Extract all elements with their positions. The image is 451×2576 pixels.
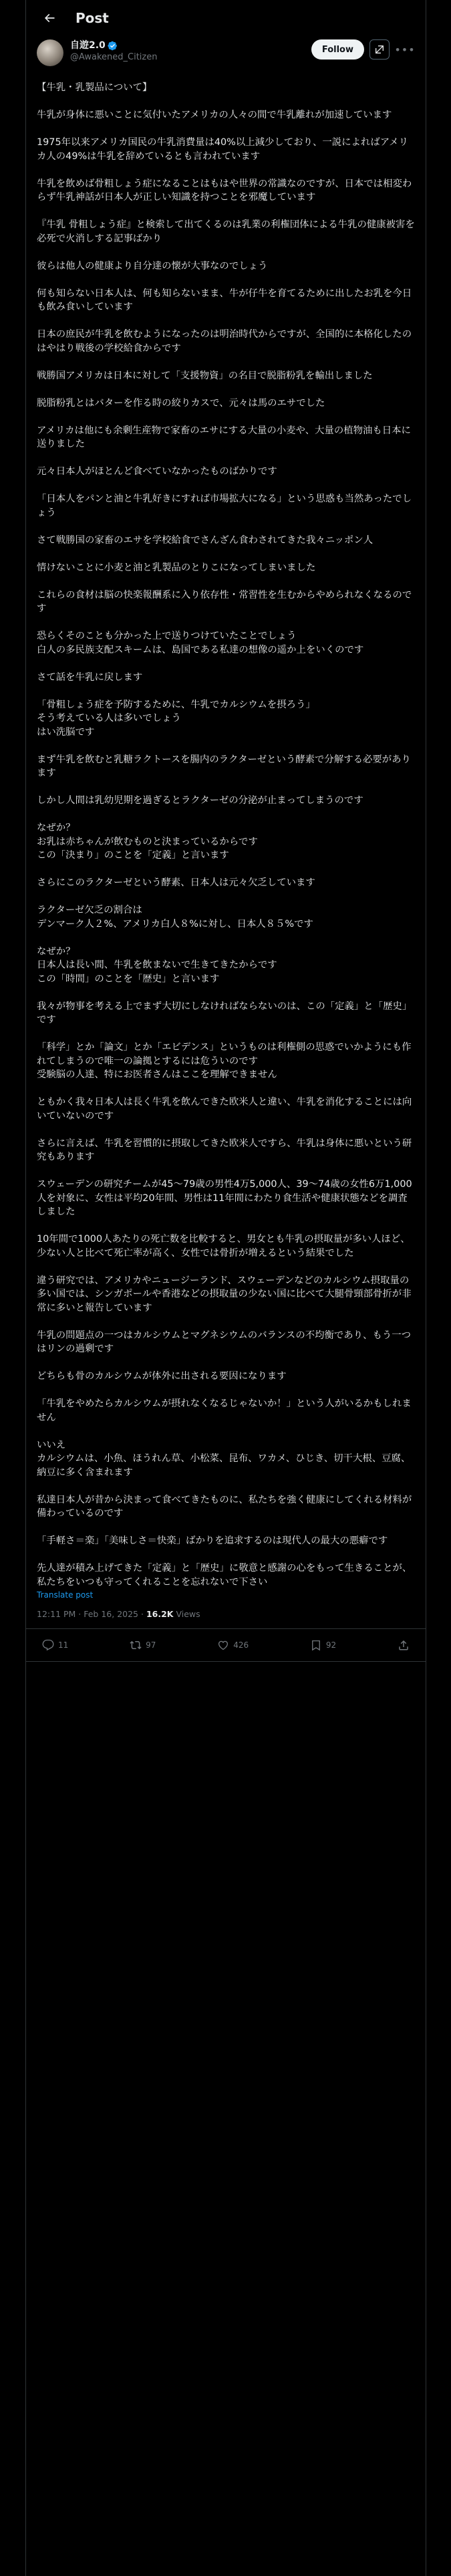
post-paragraph: さて話を牛乳に戻します bbox=[37, 671, 143, 683]
translate-post-link[interactable]: Translate post bbox=[37, 1590, 94, 1600]
more-icon: ••• bbox=[394, 43, 416, 56]
post-paragraph: さて戦勝国の家畜のエサを学校給食でさんざん食わされてきた我々ニッポン人 bbox=[37, 534, 373, 546]
post-meta bbox=[26, 1600, 426, 1629]
post-paragraph: アメリカは他にも余剰生産物で家畜のエサにする大量の小麦や、大量の植物油も日本に送りました bbox=[37, 425, 411, 449]
grok-icon bbox=[374, 44, 385, 55]
post-paragraph: さらに言えば、牛乳を習慣的に摂取してきた欧米人ですら、牛乳は身体に悪いという研究もあります bbox=[37, 1138, 412, 1162]
author-row bbox=[26, 35, 426, 77]
post-paragraph: 情けないことに小麦と油と乳製品のとりこになってしまいました bbox=[37, 562, 316, 573]
reply-button[interactable] bbox=[42, 1639, 68, 1651]
post-paragraph: 10年間で1000人あたりの死亡数を比較すると、男女とも牛乳の摂取量が多い人ほど、少ない人と比べて死亡率が高く、女性では骨折が増えるという結果でした bbox=[37, 1234, 410, 1259]
follow-button[interactable]: Follow bbox=[311, 39, 364, 60]
post-paragraph: いいえ カルシウムは、小魚、ほうれん草、小松菜、昆布、ワカメ、ひじき、切干大根、豆腐、納豆に多く含まれます bbox=[37, 1439, 411, 1478]
page-title: Post bbox=[76, 9, 109, 26]
post-paragraph: どちらも骨のカルシウムが体外に出される要因になります bbox=[37, 1371, 287, 1382]
post-paragraph: 先人達が積み上げてきた「定義」と「歴史」に敬意と感謝の心をもって生きることが、私たちをいつも守ってくれることを忘れないで下さい bbox=[37, 1563, 412, 1588]
post-paragraph: なぜか？ お乳は赤ちゃんが飲むものと決まっているからです この「決まり」のことを「定義」と言います bbox=[37, 823, 258, 861]
post-paragraph: 我々が物事を考える上でまず大切にしなければならないのは、この「定義」と「歴史」です bbox=[37, 1000, 412, 1025]
action-bar bbox=[26, 1629, 426, 1662]
share-icon bbox=[398, 1639, 410, 1651]
like-count: 426 bbox=[233, 1640, 249, 1650]
views-label: Views bbox=[173, 1609, 200, 1619]
post-paragraph: これらの食材は脳の快楽報酬系に入り依存性・常習性を生むからやめられなくなるのです bbox=[37, 589, 412, 614]
repost-button[interactable] bbox=[130, 1639, 156, 1651]
post-paragraph: ラクターゼ欠乏の割合は デンマーク人２%、アメリカ白人８%に対し、日本人８５%です bbox=[37, 905, 313, 930]
arrow-left-icon bbox=[43, 11, 56, 25]
post-paragraph: 戦勝国アメリカは日本に対して「支援物資」の名目で脱脂粉乳を輸出しました bbox=[37, 370, 373, 381]
post-paragraph: スウェーデンの研究チームが45〜79歳の男性4万5,000人、39〜74歳の女性6万1,000人を対象に、女性は平均20年間、男性は11年間にわたり食生活や健康状態などを調査しました bbox=[37, 1179, 412, 1217]
post-text bbox=[26, 77, 426, 1589]
post-paragraph: 【牛乳・乳製品について】 bbox=[37, 82, 152, 93]
post-paragraph: 元々日本人がほとんど食べていなかったものばかりです bbox=[37, 466, 277, 477]
repost-icon bbox=[130, 1639, 142, 1651]
post-paragraph: 「科学」とか「論文」とか「エビデンス」というものは利権側の思惑でいかようにも作れてしまうので唯一の論拠とするには危ういのです 受験脳の人達、特にお医者さんはここを理解できません bbox=[37, 1042, 412, 1080]
post-paragraph: 「日本人をパンと油と牛乳好きにすれば市場拡大になる」という思惑も当然あったでしょう bbox=[37, 494, 412, 518]
views-count: 16.2K bbox=[146, 1609, 174, 1619]
post-column bbox=[25, 0, 426, 2576]
author-names bbox=[70, 39, 157, 64]
heart-icon bbox=[217, 1639, 229, 1651]
post-paragraph: 恐らくそのことも分かった上で送りつけていたことでしょう 白人の多民族支配スキームは、島国である私達の想像の遥か上をいくのです bbox=[37, 631, 364, 655]
post-paragraph: 私達日本人が昔から決まって食べてきたものに、私たちを強く健康にしてくれる材料が備わっているのです bbox=[37, 1494, 412, 1519]
post-paragraph: ともかく我々日本人は長く牛乳を飲んできた欧米人と違い、牛乳を消化することには向いていないのです bbox=[37, 1097, 412, 1121]
bookmark-button[interactable] bbox=[310, 1639, 336, 1651]
grok-button[interactable] bbox=[369, 39, 390, 60]
post-paragraph: しかし人間は乳幼児期を過ぎるとラクターゼの分泌が止まってしまうのです bbox=[37, 795, 363, 806]
post-paragraph: さらにこのラクターゼという酵素、日本人は元々欠乏しています bbox=[37, 877, 315, 888]
post-paragraph: 牛乳が身体に悪いことに気付いたアメリカの人々の間で牛乳離れが加速しています bbox=[37, 110, 392, 120]
meta-separator: · bbox=[138, 1609, 146, 1619]
post-paragraph: 「骨粗しょう症を予防するために、牛乳でカルシウムを摂ろう」 そう考えている人は多いでしょう はい洗脳です bbox=[37, 699, 315, 738]
bookmark-count: 92 bbox=[325, 1640, 337, 1650]
post-paragraph: まず牛乳を飲むと乳糖ラクトースを腸内のラクターゼという酵素で分解する必要があります bbox=[37, 754, 411, 778]
bookmark-icon bbox=[310, 1639, 322, 1651]
post-paragraph: 1975年以来アメリカ国民の牛乳消費量は40%以上減少しており、一説によればアメリカ人の49%は牛乳を辞めているとも言われています bbox=[37, 137, 409, 162]
reply-icon bbox=[42, 1639, 54, 1651]
post-paragraph: 牛乳を飲めば骨粗しょう症になることはもはや世界の常識なのですが、日本では相変わらず牛乳神話が日本人が正しい知識を持つことを邪魔しています bbox=[37, 178, 412, 203]
post-paragraph: 『牛乳 骨粗しょう症』と検索して出てくるのは乳業の利権団体による牛乳の健康被害を必死で火消しする記事ばかり bbox=[37, 219, 415, 244]
avatar[interactable] bbox=[37, 39, 63, 66]
post-paragraph: 何も知らない日本人は、何も知らないまま、牛が仔牛を育てるために出したお乳を今日も飲み食いしています bbox=[37, 288, 412, 312]
post-time[interactable]: 12:11 PM · Feb 16, 2025 bbox=[37, 1609, 139, 1619]
post-paragraph: 違う研究では、アメリカやニュージーランド、スウェーデンなどのカルシウム摂取量の多い国では、シンガポールや香港などの摂取量の少ない国に比べて大腿骨頸部骨折が非常に多いと報告しています bbox=[37, 1275, 412, 1313]
repost-count: 97 bbox=[146, 1640, 156, 1650]
back-button[interactable] bbox=[38, 7, 61, 29]
post-paragraph: 脱脂粉乳とはバターを作る時の絞りカスで、元々は馬のエサでした bbox=[37, 397, 325, 409]
post-paragraph: なぜか？ 日本人は長い間、牛乳を飲まないで生きてきたからです この「時間」のことを「歴史」と言います bbox=[37, 946, 277, 984]
post-paragraph: 「手軽さ＝楽」「美味しさ＝快楽」ばかりを追求するのは現代人の最大の悪癖です bbox=[37, 1535, 388, 1546]
verified-badge-icon[interactable] bbox=[108, 41, 118, 51]
post-paragraph: 日本の庶民が牛乳を飲むようになったのは明治時代からですが、全国的に本格化したのはやはり戦後の学校給食からです bbox=[37, 329, 412, 354]
post-paragraph: 「牛乳をやめたらカルシウムが摂れなくなるじゃないか！」という人がいるかもしれません bbox=[37, 1398, 412, 1423]
like-button[interactable] bbox=[217, 1639, 249, 1651]
share-button[interactable] bbox=[398, 1639, 410, 1651]
top-bar bbox=[26, 0, 426, 35]
author-handle[interactable]: @Awakened_Citizen bbox=[70, 52, 158, 62]
post-paragraph: 彼らは他人の健康より自分達の懐が大事なのでしょう bbox=[37, 260, 268, 272]
more-button[interactable] bbox=[395, 39, 415, 60]
reply-count: 11 bbox=[58, 1640, 69, 1650]
post-paragraph: 牛乳の問題点の一つはカルシウムとマグネシウムのバランスの不均衡であり、もう一つはリンの過剰です bbox=[37, 1329, 412, 1354]
author-display-name[interactable]: 自遊2.0 bbox=[70, 40, 106, 51]
